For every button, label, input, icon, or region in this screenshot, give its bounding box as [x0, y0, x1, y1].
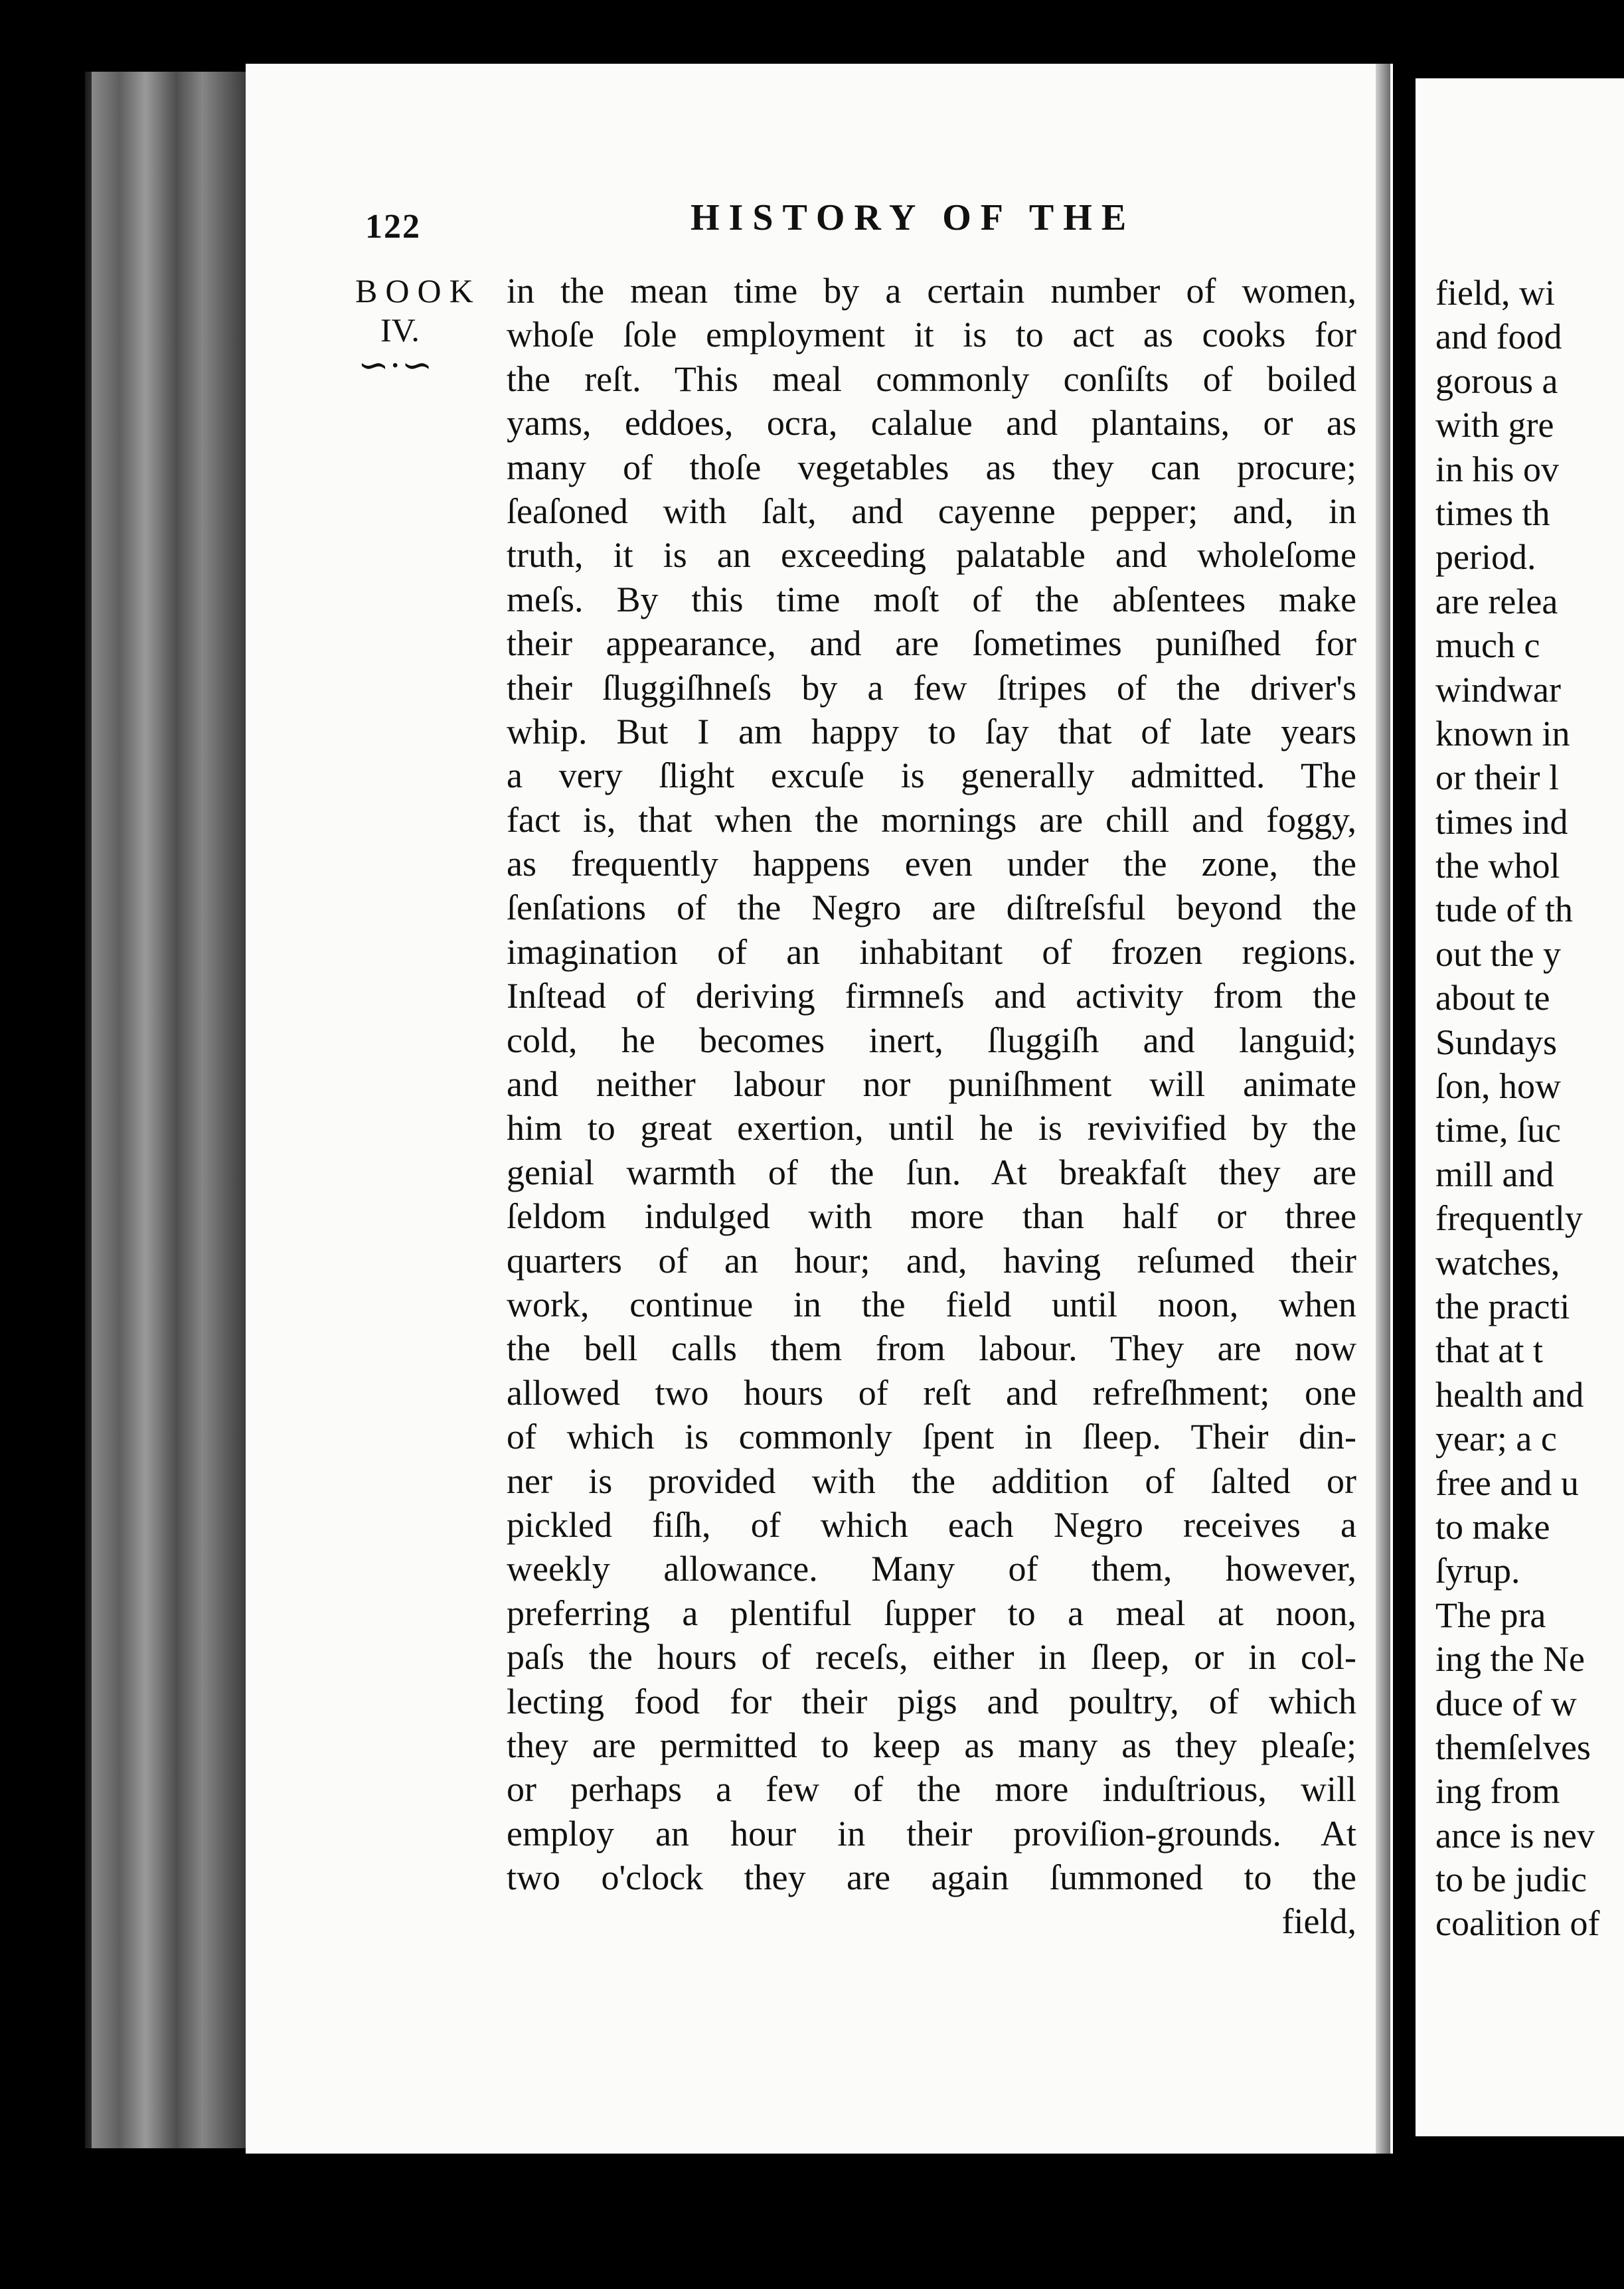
- text-line: genial warmth of the ſun. At breakfaſt they are: [507, 1152, 1356, 1192]
- text-line: ner is provided with the addition of ſalted or: [507, 1460, 1356, 1501]
- text-line: health and: [1435, 1374, 1584, 1415]
- text-line: quarters of an hour; and, having reſumed their: [507, 1240, 1356, 1281]
- text-line: field,: [1281, 1901, 1356, 1942]
- text-line: and food: [1435, 317, 1562, 357]
- text-line: year; a c: [1435, 1419, 1557, 1459]
- text-line: frequently: [1435, 1198, 1583, 1239]
- text-line: truth, it is an exceeding palatable and wholeſome: [507, 535, 1356, 576]
- text-line: lecting food for their pigs and poultry, of which: [507, 1681, 1356, 1721]
- page-gutter: [1376, 64, 1390, 2154]
- text-line: they are permitted to keep as many as they pleaſe;: [507, 1725, 1356, 1765]
- text-line: mill and: [1435, 1154, 1554, 1194]
- flourish-ornament: ∽·∽: [358, 345, 433, 386]
- text-line: times th: [1435, 493, 1550, 533]
- text-line: duce of w: [1435, 1683, 1577, 1723]
- text-line: much c: [1435, 625, 1540, 666]
- text-line: him to great exertion, until he is revivified by the: [507, 1108, 1356, 1148]
- text-line: are relea: [1435, 581, 1558, 621]
- text-line: ſenſations of the Negro are diſtreſsful beyond the: [507, 888, 1356, 928]
- text-line: to be judic: [1435, 1859, 1587, 1900]
- page-number: 122: [365, 208, 421, 246]
- running-head: HISTORY OF THE: [690, 197, 1136, 238]
- text-line: in his ov: [1435, 449, 1560, 489]
- text-line: their appearance, and are ſometimes puniſhed for: [507, 623, 1356, 664]
- text-line: their ſluggiſhneſs by a few ſtripes of the driver's: [507, 667, 1356, 708]
- text-line: paſs the hours of receſs, either in ſleep, or in col-: [507, 1637, 1356, 1678]
- book-label: BOOK: [355, 272, 481, 309]
- text-line: two o'clock they are again ſummoned to the: [507, 1857, 1356, 1898]
- text-line: pickled fiſh, of which each Negro receives a: [507, 1504, 1356, 1545]
- text-line: to make: [1435, 1506, 1550, 1547]
- text-line: windwar: [1435, 669, 1561, 710]
- text-line: ing the Ne: [1435, 1639, 1585, 1680]
- text-line: the practi: [1435, 1286, 1570, 1326]
- text-line: preferring a plentiful ſupper to a meal at noon,: [507, 1593, 1356, 1633]
- right-page-body: [1435, 271, 1624, 1946]
- text-line: ing from: [1435, 1771, 1560, 1812]
- text-line: time, ſuc: [1435, 1110, 1561, 1150]
- text-line: in the mean time by a certain number of women,: [507, 271, 1356, 311]
- text-line: work, continue in the field until noon, when: [507, 1284, 1356, 1324]
- text-line: many of thoſe vegetables as they can procure;: [507, 447, 1356, 487]
- text-line: the bell calls them from labour. They are now: [507, 1328, 1356, 1369]
- text-line: coalition of: [1435, 1903, 1600, 1944]
- text-line: imagination of an inhabitant of frozen regions.: [507, 931, 1356, 972]
- left-page-body: [507, 269, 1356, 1944]
- text-line: watches,: [1435, 1242, 1560, 1283]
- text-line: whoſe ſole employment it is to act as cooks for: [507, 315, 1356, 355]
- text-line: ance is nev: [1435, 1815, 1595, 1855]
- text-line: field, wi: [1435, 273, 1555, 313]
- text-line: meſs. By this time moſt of the abſentees make: [507, 579, 1356, 619]
- text-line: of which is commonly ſpent in ſleep. Their din-: [507, 1417, 1356, 1457]
- text-line: ſon, how: [1435, 1066, 1561, 1107]
- right-page: [1416, 78, 1624, 2136]
- text-line: Inſtead of deriving firmneſs and activity from the: [507, 976, 1356, 1016]
- text-line: The pra: [1435, 1595, 1546, 1635]
- text-line: or their l: [1435, 757, 1559, 798]
- text-line: whip. But I am happy to ſay that of late years: [507, 711, 1356, 751]
- text-line: with gre: [1435, 405, 1554, 445]
- text-line: themſelves: [1435, 1727, 1591, 1767]
- book-volume: IV.: [380, 311, 420, 349]
- text-line: a very ſlight excuſe is generally admitted. The: [507, 755, 1356, 796]
- margin-note: [355, 271, 501, 386]
- text-line: gorous a: [1435, 360, 1558, 401]
- text-line: the reſt. This meal commonly conſiſts of boiled: [507, 358, 1356, 399]
- text-line: ſyrup.: [1435, 1551, 1520, 1591]
- text-line: the whol: [1435, 846, 1560, 886]
- text-line: times ind: [1435, 801, 1568, 842]
- text-line: ſeaſoned with ſalt, and cayenne pepper; and, in: [507, 491, 1356, 531]
- text-line: tude of th: [1435, 890, 1573, 930]
- text-line: free and u: [1435, 1462, 1579, 1503]
- text-line: about te: [1435, 978, 1550, 1018]
- book-binding: [92, 72, 246, 2148]
- text-line: period.: [1435, 537, 1536, 578]
- text-line: Sundays: [1435, 1022, 1558, 1062]
- text-line: ſeldom indulged with more than half or three: [507, 1196, 1356, 1237]
- text-line: or perhaps a few of the more induſtrious, will: [507, 1769, 1356, 1810]
- text-line: and neither labour nor puniſhment will animate: [507, 1064, 1356, 1105]
- text-line: that at t: [1435, 1330, 1543, 1371]
- text-line: weekly allowance. Many of them, however,: [507, 1549, 1356, 1589]
- text-line: cold, he becomes inert, ſluggiſh and languid;: [507, 1020, 1356, 1060]
- text-line: yams, eddoes, ocra, calalue and plantains, or as: [507, 403, 1356, 443]
- text-line: known in: [1435, 713, 1570, 753]
- text-line: out the y: [1435, 933, 1561, 974]
- text-line: employ an hour in their proviſion-grounds. At: [507, 1813, 1356, 1854]
- text-line: as frequently happens even under the zone, the: [507, 844, 1356, 884]
- text-line: fact is, that when the mornings are chill and foggy,: [507, 799, 1356, 840]
- text-line: allowed two hours of reſt and refreſhment; one: [507, 1372, 1356, 1413]
